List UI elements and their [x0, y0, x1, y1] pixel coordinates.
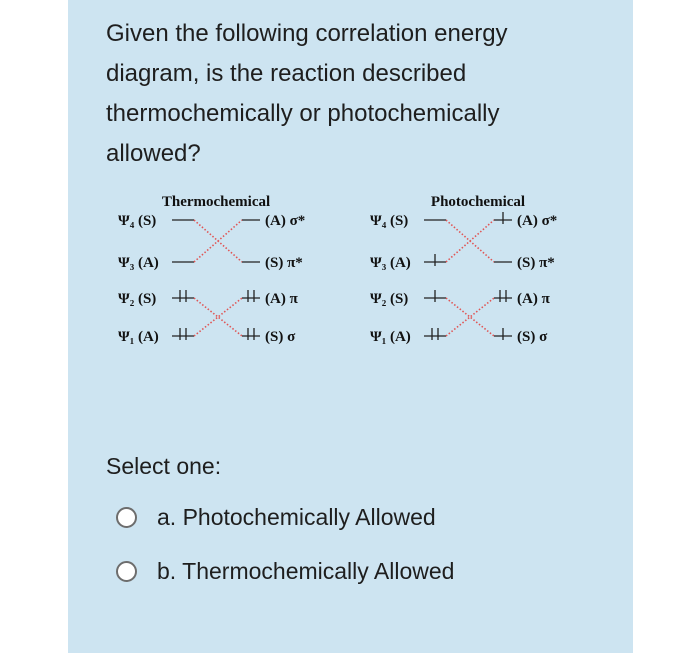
thermo-right-label-1: (S) σ [265, 329, 296, 345]
option-b-label: b. Thermochemically Allowed [157, 558, 455, 584]
photo-left-label-2: Ψ₂ (S) [370, 291, 409, 307]
photo-right-label-2: (A) π [517, 291, 550, 307]
photo-title: Photochemical [430, 194, 526, 210]
thermo-correlation-line [194, 298, 242, 336]
photo-left-label-4: Ψ₄ (S) [370, 213, 409, 229]
photo-left-label-3: Ψ₃ (A) [370, 255, 411, 271]
photo-right-label-1: (S) σ [517, 329, 548, 345]
thermo-left-label-3: Ψ₃ (A) [118, 255, 159, 271]
photo-correlation-line [446, 298, 494, 336]
photo-right-label-3: (S) π* [517, 255, 555, 271]
photo-correlation-line [446, 298, 494, 336]
thermo-left-label-4: Ψ₄ (S) [118, 213, 157, 229]
thermo-right-label-2: (A) π [265, 291, 298, 307]
option-b-thermochemically-allowed[interactable] [116, 558, 454, 585]
select-one-label: Select one: [106, 453, 222, 479]
correlation-diagram-svg [110, 188, 595, 358]
photo-correlation-line [446, 220, 494, 262]
thermo-correlation-line [194, 220, 242, 262]
thermo-left-label-2: Ψ₂ (S) [118, 291, 157, 307]
thermo-title: Thermochemical [161, 194, 271, 210]
thermo-correlation-line [194, 298, 242, 336]
photo-left-label-1: Ψ₁ (A) [370, 329, 411, 345]
option-a-photochemically-allowed[interactable] [116, 504, 436, 531]
thermo-left-label-1: Ψ₁ (A) [118, 329, 159, 345]
option-a-label: a. Photochemically Allowed [157, 504, 436, 530]
correlation-diagram [110, 188, 595, 358]
thermo-right-label-3: (S) π* [265, 255, 303, 271]
radio-button-b[interactable] [116, 561, 137, 582]
radio-button-a[interactable] [116, 507, 137, 528]
question-text: Given the following correlation energy diagram, is the reaction described thermochemically or photochemically allowed? [106, 20, 508, 167]
photo-right-label-4: (A) σ* [517, 213, 558, 229]
thermo-right-label-4: (A) σ* [265, 213, 306, 229]
